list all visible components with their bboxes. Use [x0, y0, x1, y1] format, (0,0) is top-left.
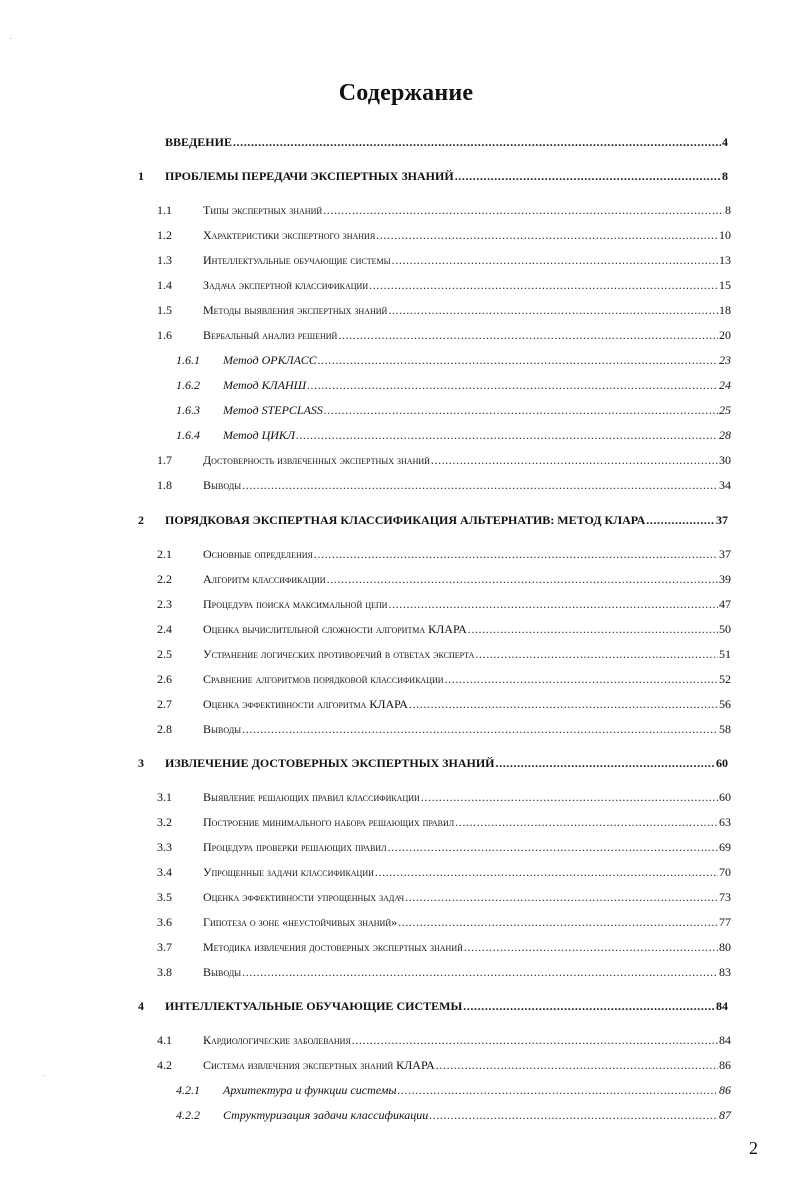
- toc-entry-s4-2-1: [176, 1081, 731, 1099]
- toc-entry-page: 24: [719, 378, 731, 392]
- toc-entry-number: 3.8: [157, 965, 172, 979]
- toc-entry-number: 2.4: [157, 622, 172, 636]
- dot-leader: [429, 1106, 718, 1124]
- toc-entry-number: 3.6: [157, 915, 172, 929]
- toc-entry-s3-4: [157, 863, 731, 881]
- toc-entry-number: 3.7: [157, 940, 172, 954]
- dot-leader: [455, 813, 718, 831]
- scan-speck: [10, 38, 11, 39]
- toc-entry-label: Методика извлечения достоверных экспертных знаний: [203, 940, 463, 954]
- toc-entry-label: Выводы: [203, 965, 242, 979]
- toc-entry-s3-2: [157, 813, 731, 831]
- dot-leader: [323, 201, 724, 219]
- toc-entry-page: 77: [719, 915, 731, 929]
- dot-leader: [421, 788, 718, 806]
- toc-entry-s1-4: [157, 276, 731, 294]
- toc-entry-page: 63: [719, 815, 731, 829]
- toc-entry-page: 86: [719, 1083, 731, 1097]
- toc-entry-s2-6: [157, 670, 731, 688]
- toc-entry-s2-4: [157, 620, 731, 638]
- page-title: Содержание: [338, 80, 474, 106]
- toc-entry-s2-1: [157, 545, 731, 563]
- toc-entry-page: 51: [719, 647, 731, 661]
- toc-entry-number: 3.4: [157, 865, 172, 879]
- toc-entry-page: 73: [719, 890, 731, 904]
- toc-entry-label: Кардиологические заболевания: [203, 1033, 351, 1047]
- toc-entry-page: 47: [719, 597, 731, 611]
- scan-speck: [44, 1075, 45, 1076]
- toc-entry-page: 52: [719, 672, 731, 686]
- toc-entry-s1-7: [157, 451, 731, 469]
- page-number: 2: [749, 1138, 758, 1158]
- toc-entry-label: Алгоритм классификации: [203, 572, 326, 586]
- toc-entry-page: 50: [719, 622, 731, 636]
- toc-entry-label: ПОРЯДКОВАЯ ЭКСПЕРТНАЯ КЛАССИФИКАЦИЯ АЛЬТЕРНАТИВ: МЕТОД КЛАРА: [165, 513, 646, 527]
- toc-entry-label: Упрощенные задачи классификации: [203, 865, 374, 879]
- toc-entry-page: 18: [719, 303, 731, 317]
- toc-entry-page: 84: [716, 999, 728, 1013]
- toc-entry-page: 70: [719, 865, 731, 879]
- toc-entry-page: 20: [719, 328, 731, 342]
- dot-leader: [475, 645, 718, 663]
- dot-leader: [405, 888, 718, 906]
- dot-leader: [307, 376, 718, 394]
- toc-entry-page: 86: [719, 1058, 731, 1072]
- toc-entry-number: 4.2.2: [176, 1108, 200, 1122]
- toc-entry-s1-6: [157, 326, 731, 344]
- toc-entry-s2-5: [157, 645, 731, 663]
- toc-entry-page: 83: [719, 965, 731, 979]
- dot-leader: [388, 595, 718, 613]
- toc-entry-s2-3: [157, 595, 731, 613]
- toc-entry-number: 1.6: [157, 328, 172, 342]
- toc-entry-s4-1: [157, 1031, 731, 1049]
- toc-entry-label: Архитектура и функции системы: [223, 1083, 397, 1097]
- dot-leader: [468, 620, 718, 638]
- toc-entry-number: 3: [138, 756, 144, 770]
- dot-leader: [392, 251, 718, 269]
- dot-leader: [398, 913, 718, 931]
- toc-entry-ch4: [138, 997, 728, 1015]
- dot-leader: [496, 754, 716, 772]
- toc-entry-s1-6-2: [176, 376, 731, 394]
- toc-entry-number: 1.2: [157, 228, 172, 242]
- toc-entry-number: 1.4: [157, 278, 172, 292]
- toc-entry-page: 23: [719, 353, 731, 367]
- dot-leader: [388, 301, 718, 319]
- toc-entry-label: Система извлечения экспертных знаний КЛАРА: [203, 1058, 435, 1072]
- toc-entry-number: 4.2.1: [176, 1083, 200, 1097]
- toc-entry-s1-8: [157, 476, 731, 494]
- toc-entry-label: Основные определения: [203, 547, 313, 561]
- toc-entry-s3-8: [157, 963, 731, 981]
- toc-entry-number: 2.5: [157, 647, 172, 661]
- toc-entry-page: 80: [719, 940, 731, 954]
- toc-entry-label: Характеристики экспертного знания: [203, 228, 376, 242]
- dot-leader: [242, 476, 718, 494]
- toc-entry-number: 2.8: [157, 722, 172, 736]
- dot-leader: [242, 963, 718, 981]
- toc-entry-label: Структуризация задачи классификации: [223, 1108, 429, 1122]
- dot-leader: [338, 326, 718, 344]
- toc-entry-number: 2.1: [157, 547, 172, 561]
- dot-leader: [445, 670, 718, 688]
- toc-entry-page: 69: [719, 840, 731, 854]
- toc-entry-page: 56: [719, 697, 731, 711]
- toc-entry-number: 2.2: [157, 572, 172, 586]
- toc-entry-label: Интеллектуальные обучающие системы: [203, 253, 391, 267]
- toc-entry-label: ИЗВЛЕЧЕНИЕ ДОСТОВЕРНЫХ ЭКСПЕРТНЫХ ЗНАНИЙ: [165, 756, 495, 770]
- toc-entry-number: 1.6.4: [176, 428, 200, 442]
- toc-entry-label: Процедура поиска максимальной цепи: [203, 597, 388, 611]
- toc-entry-s3-7: [157, 938, 731, 956]
- toc-entry-number: 1.6.2: [176, 378, 200, 392]
- toc-entry-s3-5: [157, 888, 731, 906]
- toc-entry-page: 60: [719, 790, 731, 804]
- dot-leader: [455, 167, 721, 185]
- dot-leader: [409, 695, 718, 713]
- toc-entry-label: Процедура проверки решающих правил: [203, 840, 387, 854]
- toc-entry-label: Метод КЛАНШ: [223, 378, 307, 392]
- toc-entry-number: 2.3: [157, 597, 172, 611]
- dot-leader: [296, 426, 718, 444]
- dot-leader: [327, 570, 718, 588]
- toc-entry-page: 15: [719, 278, 731, 292]
- toc-entry-label: Типы экспертных знаний: [203, 203, 323, 217]
- toc-entry-s2-2: [157, 570, 731, 588]
- toc-entry-page: 87: [719, 1108, 731, 1122]
- toc-entry-page: 4: [722, 135, 728, 149]
- toc-entry-page: 37: [716, 513, 728, 527]
- toc-entry-number: 3.5: [157, 890, 172, 904]
- toc-entry-s3-6: [157, 913, 731, 931]
- toc-entry-label: Вербальный анализ решений: [203, 328, 338, 342]
- dot-leader: [431, 451, 718, 469]
- dot-leader: [352, 1031, 718, 1049]
- toc-entry-s1-6-3: [176, 401, 731, 419]
- toc-entry-page: 58: [719, 722, 731, 736]
- toc-entry-label: Построение минимального набора решающих правил: [203, 815, 455, 829]
- toc-entry-number: 3.2: [157, 815, 172, 829]
- toc-entry-label: ИНТЕЛЛЕКТУАЛЬНЫЕ ОБУЧАЮЩИЕ СИСТЕМЫ: [165, 999, 463, 1013]
- toc-entry-number: 3.3: [157, 840, 172, 854]
- toc-entry-s1-3: [157, 251, 731, 269]
- toc-entry-ch2: [138, 511, 728, 529]
- toc-entry-number: 1: [138, 169, 144, 183]
- toc-entry-label: Метод ОРКЛАСС: [223, 353, 317, 367]
- toc-entry-number: 1.3: [157, 253, 172, 267]
- toc-entry-label: Сравнение алгоритмов порядковой классификации: [203, 672, 444, 686]
- toc-entry-s4-2: [157, 1056, 731, 1074]
- toc-entry-number: 4: [138, 999, 144, 1013]
- dot-leader: [318, 351, 718, 369]
- toc-entry-page: 30: [719, 453, 731, 467]
- dot-leader: [375, 863, 718, 881]
- toc-entry-intro: [138, 133, 728, 151]
- toc-entry-s4-2-2: [176, 1106, 731, 1124]
- dot-leader: [436, 1056, 718, 1074]
- toc-entry-number: 1.5: [157, 303, 172, 317]
- toc-entry-s3-3: [157, 838, 731, 856]
- toc-entry-label: ВВЕДЕНИЕ: [165, 135, 232, 149]
- toc-entry-s2-8: [157, 720, 731, 738]
- toc-entry-number: 2.6: [157, 672, 172, 686]
- toc-entry-label: Оценка вычислительной сложности алгоритма КЛАРА: [203, 622, 467, 636]
- toc-entry-page: 10: [719, 228, 731, 242]
- toc-entry-label: Выводы: [203, 722, 242, 736]
- dot-leader: [376, 226, 718, 244]
- toc-entry-page: 8: [725, 203, 731, 217]
- dot-leader: [464, 938, 718, 956]
- dot-leader: [369, 276, 718, 294]
- toc-entry-page: 39: [719, 572, 731, 586]
- toc-entry-s1-6-1: [176, 351, 731, 369]
- toc-entry-label: Выводы: [203, 478, 242, 492]
- toc-entry-ch3: [138, 754, 728, 772]
- toc-entry-label: Оценка эффективности упрощенных задач: [203, 890, 405, 904]
- toc-entry-page: 84: [719, 1033, 731, 1047]
- toc-entry-label: Устранение логических противоречий в ответах эксперта: [203, 647, 475, 661]
- dot-leader: [314, 545, 718, 563]
- toc-entry-label: Выявление решающих правил классификации: [203, 790, 420, 804]
- dot-leader: [388, 838, 718, 856]
- toc-entry-page: 13: [719, 253, 731, 267]
- toc-entry-number: 1.8: [157, 478, 172, 492]
- toc-entry-s1-6-4: [176, 426, 731, 444]
- dot-leader: [324, 401, 718, 419]
- toc-entry-s1-1: [157, 201, 731, 219]
- dot-leader: [398, 1081, 718, 1099]
- toc-entry-s2-7: [157, 695, 731, 713]
- toc-entry-page: 37: [719, 547, 731, 561]
- dot-leader: [233, 133, 721, 151]
- toc-entry-label: Метод STEPCLASS: [223, 403, 323, 417]
- toc-entry-label: Достоверность извлеченных экспертных знаний: [203, 453, 430, 467]
- toc-entry-number: 4.2: [157, 1058, 172, 1072]
- toc-entry-number: 1.6.3: [176, 403, 200, 417]
- toc-entry-s1-5: [157, 301, 731, 319]
- toc-entry-s3-1: [157, 788, 731, 806]
- toc-entry-number: 1.1: [157, 203, 172, 217]
- toc-entry-number: 1.6.1: [176, 353, 200, 367]
- toc-entry-page: 34: [719, 478, 731, 492]
- toc-entry-number: 3.1: [157, 790, 172, 804]
- toc-entry-label: Методы выявления экспертных знаний: [203, 303, 388, 317]
- toc-entry-label: Гипотеза о зоне «неустойчивых знаний»: [203, 915, 398, 929]
- toc-entry-label: Задача экспертной классификации: [203, 278, 369, 292]
- toc-entry-number: 2.7: [157, 697, 172, 711]
- toc-entry-label: Оценка эффективности алгоритма КЛАРА: [203, 697, 408, 711]
- toc-entry-page: 28: [719, 428, 731, 442]
- toc-entry-page: 60: [716, 756, 728, 770]
- dot-leader: [646, 511, 715, 529]
- toc-entry-number: 4.1: [157, 1033, 172, 1047]
- toc-entry-s1-2: [157, 226, 731, 244]
- toc-entry-page: 8: [722, 169, 728, 183]
- toc-entry-ch1: [138, 167, 728, 185]
- toc-entry-number: 2: [138, 513, 144, 527]
- toc-entry-label: Метод ЦИКЛ: [223, 428, 295, 442]
- dot-leader: [242, 720, 718, 738]
- toc-entry-page: 25: [719, 403, 731, 417]
- toc-entry-number: 1.7: [157, 453, 172, 467]
- toc-entry-label: ПРОБЛЕМЫ ПЕРЕДАЧИ ЭКСПЕРТНЫХ ЗНАНИЙ: [165, 169, 454, 183]
- dot-leader: [463, 997, 715, 1015]
